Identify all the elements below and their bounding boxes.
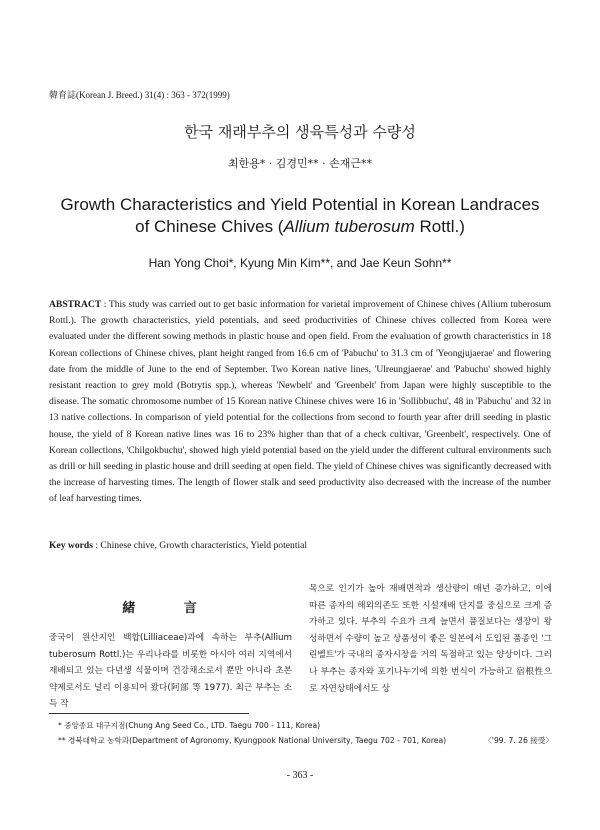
abstract [49, 297, 551, 508]
abstract-text: : This study was carried out to get basic information for varietal improvement of Chinese chives (Allium tuberosum Rottl.). The growth characteristics, yield potentials, and seed productivities of Chinese chives collected from Korea were evaluated under the different sowing methods in plastic house and open field. From the evaluation of growth characteristics in 18 Korean collections of Chinese chives, plant height ranged from 16.6 cm of 'Pabuchu' to 31.3 cm of 'Yeongjujaerae' and flowering date from the middle of June to the end of September. Two Korean native lines, 'Ulreungjaerae' and 'Pabuchu' showed highly resistant reaction to grey mold (Botrytis spp.), whereas 'Newbelt' and 'Greenbelt' from Japan were highly susceptible to the disease. The somatic chromosome number of 15 Korean native Chinese chives were 16 in 'Sollibbuchu', 48 in 'Pabuchu' and 32 in 13 native collections. In comparison of yield potential for the collections from second to fourth year after drill seeding in plastic house, the yield of 8 Korean native lines was 16 to 23% higher than that of a check cultivar, 'Greenbelt', respectively. One of Korean collections, 'Chilgokbuchu', showed high yield potential based on the yield under the different cultural environments such as drill or hill seeding in plastic house and drill seeding at open field. The yield of Chinese chives was significantly decreased with the increase of harvesting times. The length of flower stalk and seed productivity also decreased with the increase of the number of leaf harvesting times. [49, 299, 551, 505]
footnote-affiliation-2 [58, 735, 553, 746]
english-title-species: Allium tuberosum [283, 217, 415, 236]
journal-reference: 韓育誌(Korean J. Breed.) 31(4) : 363 - 372(1999) [49, 90, 230, 100]
keywords [49, 540, 307, 551]
korean-authors: 최한용* · 김경민** · 손재근** [227, 157, 373, 170]
right-column [309, 581, 552, 697]
received-date: 〈'99. 7. 26 接受〉 [484, 736, 553, 745]
english-authors: Han Yong Choi*, Kyung Min Kim**, and Jae Keun Sohn** [148, 256, 452, 270]
abstract-label: ABSTRACT [49, 299, 102, 310]
english-title-line2-pre: of Chinese Chives ( [135, 217, 284, 236]
left-column [49, 581, 292, 713]
section-heading-introduction: 緒 言 [122, 601, 219, 616]
footnote-divider [49, 713, 249, 714]
footnote-affiliation-1: * 중앙종묘 대구지점(Chung Ang Seed Co., LTD. Taegu 700 - 111, Korea) [58, 721, 321, 730]
keywords-text: : Chinese chive, Growth characteristics, Yield potential [92, 540, 308, 551]
keywords-label: Key words [49, 540, 93, 551]
footnote-affiliation-2-text: ** 경북대학교 농학과(Department of Agronomy, Kyungpook National University, Taegu 702 - 701, Korea) [58, 736, 447, 745]
page-number: - 363 - [286, 770, 314, 781]
korean-title: 한국 재래부추의 생육특성과 수량성 [184, 123, 416, 141]
left-column-text: 중국이 원산지인 백합(Lilliaceae)과에 속하는 부추(Allium tuberosum Rottl.)는 우리나라를 비롯한 아시아 여러 지역에서 재배되고 있는 다년생 식물이며 건강채소로서 뿐만 아니라 초본약제로서도 널리 이용되어 왔다(阿部 等 1977). 최근 부추는 소득 작 [49, 633, 292, 710]
english-title-line2-post: Rottl.) [414, 217, 465, 236]
english-title-line1: Growth Characteristics and Yield Potential in Korean Landraces [60, 195, 540, 214]
right-column-text: 목으로 인기가 높아 재배면적과 생산량이 매년 증가하고, 이에 따른 종자의 해외의존도 또한 시설재배 단지를 중심으로 크게 증가하고 있다. 부추의 수요가 크게 늘면서 품질보다는 생장이 왕성하면서 수량이 높고 상품성이 좋은 일본에서 도입된 품종인 '그린벨트'가 국내의 종자시장을 거의 독점하고 있는 양상이다. 그러나 부추는 종자와 포기나누기에 의한 번식이 가능하고 宿根性으로 자연상태에서도 상 [309, 584, 552, 694]
english-title [40, 194, 560, 238]
